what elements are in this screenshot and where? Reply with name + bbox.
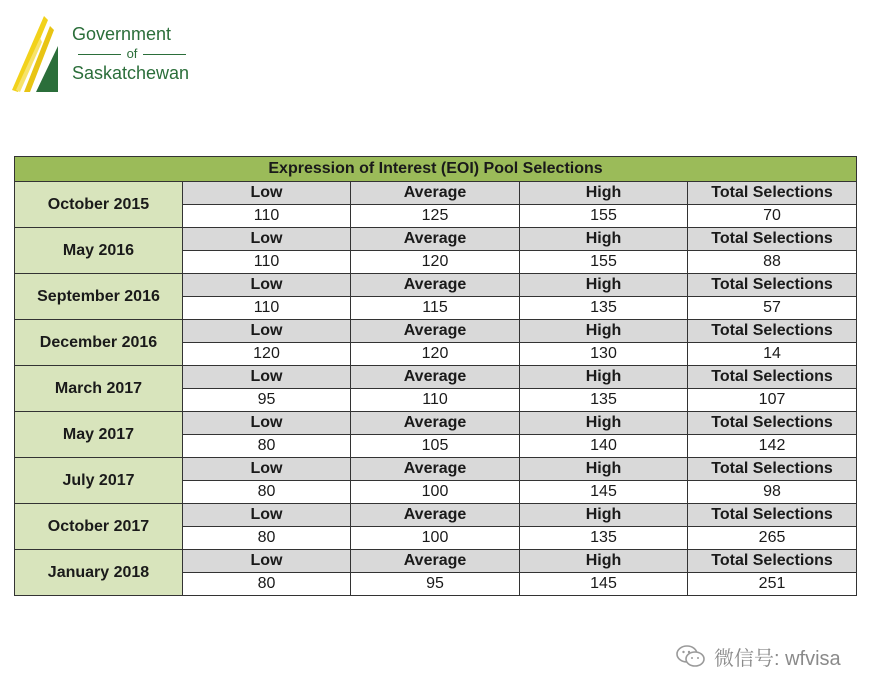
column-header-cell: Low (183, 274, 351, 297)
value-cell: 155 (520, 251, 688, 274)
column-header-cell: High (520, 274, 688, 297)
value-cell: 120 (183, 343, 351, 366)
column-header-cell: Total Selections (688, 228, 857, 251)
period-cell: October 2017 (15, 504, 183, 550)
column-header-cell: High (520, 366, 688, 389)
value-cell: 135 (520, 389, 688, 412)
column-header-cell: High (520, 412, 688, 435)
period-cell: September 2016 (15, 274, 183, 320)
column-header-cell: Low (183, 182, 351, 205)
period-cell: May 2017 (15, 412, 183, 458)
value-cell: 98 (688, 481, 857, 504)
column-header-cell: Average (351, 504, 520, 527)
value-cell: 110 (351, 389, 520, 412)
table-header-row (15, 504, 857, 527)
column-header-cell: Total Selections (688, 550, 857, 573)
column-header-cell: Average (351, 274, 520, 297)
value-cell: 110 (183, 205, 351, 228)
column-header-cell: Total Selections (688, 412, 857, 435)
value-cell: 95 (351, 573, 520, 596)
column-header-cell: Average (351, 366, 520, 389)
table-header-row (15, 550, 857, 573)
logo-of-text: of (126, 46, 138, 61)
value-cell: 95 (183, 389, 351, 412)
period-cell: March 2017 (15, 366, 183, 412)
value-cell: 145 (520, 481, 688, 504)
value-cell: 88 (688, 251, 857, 274)
column-header-cell: High (520, 228, 688, 251)
wheat-logo-icon (10, 12, 70, 94)
watermark (676, 642, 841, 671)
value-cell: 155 (520, 205, 688, 228)
column-header-cell: Low (183, 320, 351, 343)
logo-line-government: Government (72, 24, 172, 44)
period-cell: July 2017 (15, 458, 183, 504)
value-cell: 140 (520, 435, 688, 458)
eoi-selections-table (14, 156, 857, 596)
column-header-cell: Average (351, 412, 520, 435)
column-header-cell: Low (183, 458, 351, 481)
value-cell: 100 (351, 481, 520, 504)
table-header-row (15, 412, 857, 435)
column-header-cell: Average (351, 458, 520, 481)
wechat-icon (676, 644, 706, 670)
value-cell: 110 (183, 297, 351, 320)
column-header-cell: Total Selections (688, 504, 857, 527)
column-header-cell: High (520, 320, 688, 343)
value-cell: 135 (520, 297, 688, 320)
column-header-cell: Low (183, 228, 351, 251)
value-cell: 14 (688, 343, 857, 366)
table-header-row (15, 458, 857, 481)
value-cell: 251 (688, 573, 857, 596)
column-header-cell: Average (351, 228, 520, 251)
column-header-cell: Average (351, 550, 520, 573)
value-cell: 120 (351, 343, 520, 366)
value-cell: 80 (183, 435, 351, 458)
column-header-cell: Low (183, 504, 351, 527)
table-header-row (15, 366, 857, 389)
column-header-cell: High (520, 182, 688, 205)
logo-rule-left (78, 54, 121, 55)
column-header-cell: Total Selections (688, 458, 857, 481)
value-cell: 115 (351, 297, 520, 320)
table-header-row (15, 182, 857, 205)
logo-rule-right (143, 54, 186, 55)
value-cell: 265 (688, 527, 857, 550)
value-cell: 80 (183, 573, 351, 596)
table-header-row (15, 274, 857, 297)
column-header-cell: Low (183, 412, 351, 435)
column-header-cell: High (520, 550, 688, 573)
value-cell: 125 (351, 205, 520, 228)
value-cell: 130 (520, 343, 688, 366)
value-cell: 120 (351, 251, 520, 274)
period-cell: January 2018 (15, 550, 183, 596)
table-title-row (15, 157, 857, 182)
table-title: Expression of Interest (EOI) Pool Selections (15, 157, 857, 182)
value-cell: 135 (520, 527, 688, 550)
period-cell: May 2016 (15, 228, 183, 274)
value-cell: 142 (688, 435, 857, 458)
column-header-cell: Total Selections (688, 274, 857, 297)
logo-wordmark (72, 24, 202, 83)
column-header-cell: Low (183, 550, 351, 573)
value-cell: 100 (351, 527, 520, 550)
watermark-text: 微信号: wfvisa (714, 648, 841, 670)
column-header-cell: Total Selections (688, 182, 857, 205)
period-cell: December 2016 (15, 320, 183, 366)
table-header-row (15, 228, 857, 251)
value-cell: 110 (183, 251, 351, 274)
column-header-cell: Low (183, 366, 351, 389)
value-cell: 105 (351, 435, 520, 458)
logo-line-of (72, 46, 192, 62)
column-header-cell: High (520, 504, 688, 527)
logo-line-saskatchewan: Saskatchewan (72, 63, 190, 83)
table-header-row (15, 320, 857, 343)
column-header-cell: Total Selections (688, 320, 857, 343)
value-cell: 107 (688, 389, 857, 412)
value-cell: 145 (520, 573, 688, 596)
value-cell: 80 (183, 527, 351, 550)
value-cell: 57 (688, 297, 857, 320)
value-cell: 70 (688, 205, 857, 228)
column-header-cell: High (520, 458, 688, 481)
value-cell: 80 (183, 481, 351, 504)
column-header-cell: Average (351, 320, 520, 343)
column-header-cell: Total Selections (688, 366, 857, 389)
saskatchewan-logo (10, 12, 210, 94)
period-cell: October 2015 (15, 182, 183, 228)
column-header-cell: Average (351, 182, 520, 205)
